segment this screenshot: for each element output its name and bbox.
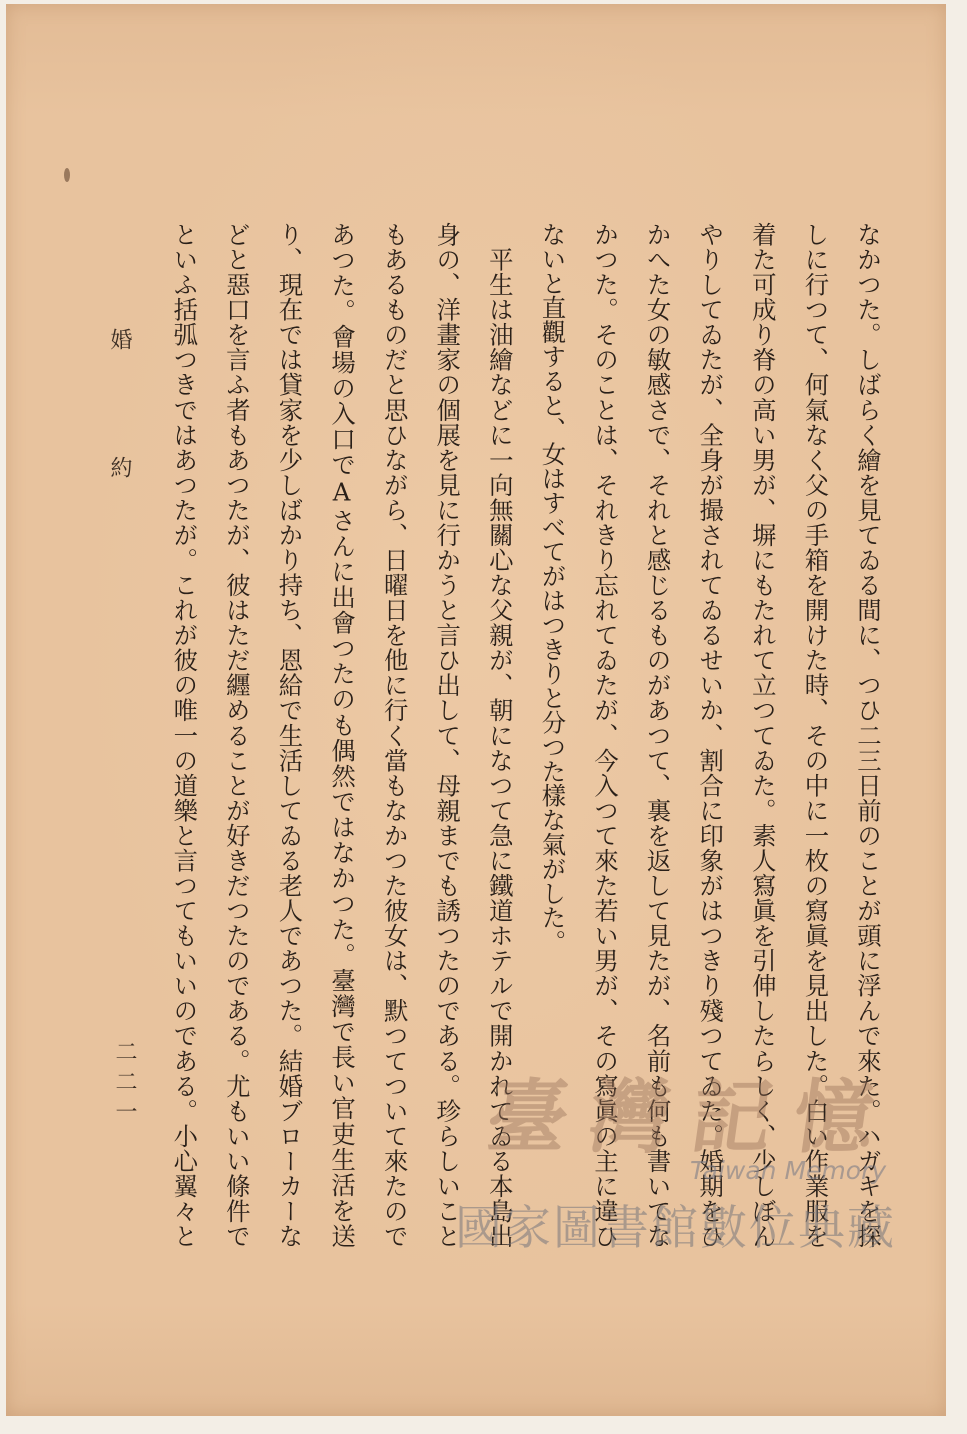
page-number: 二二一: [112, 1040, 137, 1130]
text-column-2: しに行つて、何氣なく父の手箱を開けた時、その中に一枚の寫眞を見出した。白い作業服を: [800, 222, 830, 1248]
text-column-12: り、現在では貸家を少しばかり持ち、恩給で生活してゐる老人であつた。結婚ブローカーな: [274, 222, 304, 1248]
text-column-3: 着た可成り脊の高い男が、塀にもたれて立つてゐた。素人寫眞を引伸したらしく、少しぼん: [747, 222, 777, 1248]
text-column-7: ないと直觀すると、女はすべてがはつきりと分つた樣な氣がした。: [537, 222, 567, 954]
ink-spot: [64, 168, 70, 182]
text-column-13: どと惡口を言ふ者もあつたが、彼はただ纒めることが好きだつたのである。尤もいい條件で: [221, 222, 251, 1248]
text-column-10: もあるものだと思ひながら、日曜日を他に行く當もなかつた彼女は、默つてついて來たので: [379, 222, 409, 1248]
text-column-1: なかつた。しばらく繪を見てゐる間に、つひ二三日前のことが頭に浮んで來た。ハガキを探: [853, 222, 882, 1248]
watermark-subtitle: Taiwan Memory: [690, 1156, 887, 1185]
text-column-6: かつた。そのことは、それきり忘れてゐたが、今入つて來た若い男が、その寫眞の主に違ひ: [590, 222, 620, 1248]
running-head: 婚約: [107, 328, 132, 584]
text-column-5: かへた女の敏感さで、それと感じるものがあつて、裏を返して見たが、名前も何も書いてな: [642, 222, 672, 1248]
text-column-8: 平生は油繪などに一向無關心な父親が、朝になつて急に鐵道ホテルで開かれてゐる本島出: [484, 222, 514, 1248]
text-column-4: やりしてゐたが、全身が撮されてゐるせいか、割合に印象がはつきり殘つてゐた。婚期をひ: [695, 222, 725, 1248]
text-column-9: 身の、洋畫家の個展を見に行かうと言ひ出して、母親までも誘つたのである。珍らしいこと: [432, 222, 462, 1248]
text-column-11: あつた。會場の入口でAさんに出會つたのも偶然ではなかつた。臺灣で長い官吏生活を送: [327, 222, 357, 1248]
text-column-14: といふ括弧つきではあつたが。これが彼の唯一の道樂と言つてもいいのである。小心翼々と: [169, 222, 199, 1248]
watermark-institution: 國家圖書館數位典藏: [455, 1201, 896, 1256]
watermark-logo: 臺灣記憶: [481, 1070, 903, 1164]
